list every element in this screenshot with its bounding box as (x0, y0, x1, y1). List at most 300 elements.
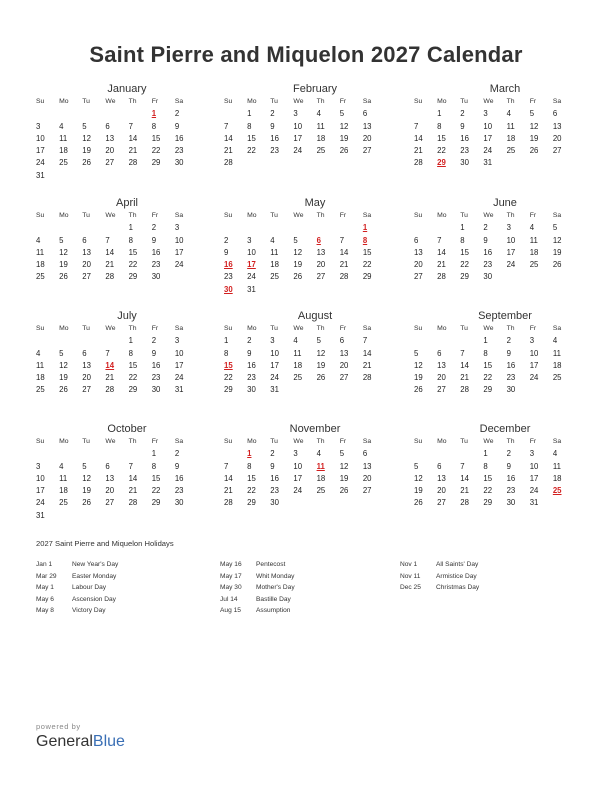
day-cell: 30 (247, 385, 256, 395)
day-cell: 23 (174, 146, 184, 156)
day-cell: 23 (174, 486, 184, 496)
day-cell: 26 (59, 272, 68, 282)
day-cell: 29 (224, 385, 233, 395)
empty-cell (36, 448, 59, 460)
day-cell: 14 (437, 247, 446, 257)
holiday-item (220, 605, 395, 617)
day-cell: 29 (483, 498, 493, 508)
day-cell: 21 (224, 146, 233, 156)
day-cell: 5 (414, 348, 419, 358)
weekday-label: Su (414, 438, 423, 445)
day-cell: 22 (247, 146, 256, 156)
week-row (414, 133, 576, 145)
holiday-item (36, 571, 211, 583)
week-row (224, 335, 386, 347)
empty-cell (460, 335, 483, 347)
day-cell: 12 (59, 360, 68, 370)
day-cell: 2 (460, 109, 465, 119)
weekday-label: We (105, 98, 116, 105)
day-cell: 7 (460, 461, 465, 471)
empty-cell (293, 157, 316, 169)
empty-cell (105, 170, 128, 182)
day-cell: 12 (316, 348, 326, 358)
day-cell: 13 (362, 121, 372, 131)
day-cell: 12 (414, 473, 423, 483)
week-row (36, 222, 198, 234)
week-row (414, 157, 576, 169)
weekday-label: Mo (437, 98, 447, 105)
day-cell: 26 (339, 146, 349, 156)
day-cell: 1 (128, 336, 133, 346)
empty-cell (59, 448, 82, 460)
day-cell: 13 (82, 360, 91, 370)
day-cell: 5 (529, 109, 535, 119)
empty-cell (36, 335, 59, 347)
week-row (36, 473, 198, 485)
day-cell: 24 (529, 373, 539, 383)
holiday-day: 15 (224, 360, 233, 370)
day-cell: 12 (59, 247, 68, 257)
holiday-day: 11 (316, 461, 325, 471)
day-cell: 30 (483, 272, 493, 282)
week-row (414, 235, 576, 247)
week-row (36, 448, 198, 460)
day-cell: 4 (552, 449, 558, 459)
weekday-label: We (105, 212, 116, 219)
day-cell: 6 (105, 461, 110, 471)
weekday-header (224, 436, 386, 448)
day-cell: 24 (483, 146, 493, 156)
empty-cell (82, 510, 105, 522)
month-name: March (489, 83, 521, 95)
empty-cell (437, 448, 460, 460)
day-cell: 24 (506, 260, 516, 270)
empty-cell (414, 448, 437, 460)
day-cell: 27 (316, 272, 326, 282)
empty-cell (363, 384, 386, 396)
day-cell: 22 (247, 486, 256, 496)
day-cell: 1 (128, 223, 133, 233)
day-cell: 11 (36, 360, 45, 370)
day-cell: 3 (174, 223, 180, 233)
weekday-label: Mo (59, 212, 69, 219)
holiday-date: Nov 11 (400, 572, 421, 580)
empty-cell (224, 108, 247, 120)
day-cell: 28 (362, 373, 372, 383)
month-august (224, 309, 386, 397)
weekday-label: Fr (529, 325, 537, 332)
day-cell: 30 (174, 158, 184, 168)
day-cell: 9 (483, 235, 488, 245)
empty-cell (82, 108, 105, 120)
day-cell: 25 (552, 373, 562, 383)
week-row (36, 133, 198, 145)
day-cell: 27 (552, 146, 562, 156)
empty-cell (36, 222, 59, 234)
day-cell: 23 (151, 260, 161, 270)
day-cell: 5 (59, 348, 64, 358)
day-cell: 10 (293, 461, 303, 471)
empty-cell (317, 157, 340, 169)
weekday-label: Tu (460, 438, 468, 445)
day-cell: 27 (105, 158, 115, 168)
day-cell: 20 (316, 260, 326, 270)
day-cell: 14 (460, 360, 469, 370)
month-name: May (304, 197, 326, 209)
day-cell: 25 (529, 260, 539, 270)
empty-cell (152, 170, 175, 182)
day-cell: 13 (437, 360, 446, 370)
weekday-label: Mo (247, 325, 257, 332)
week-row (414, 259, 576, 271)
day-cell: 10 (36, 133, 45, 143)
day-cell: 17 (293, 473, 303, 483)
weekday-label: Th (128, 438, 137, 445)
week-row (36, 235, 198, 247)
week-row (36, 157, 198, 169)
day-cell: 25 (59, 498, 68, 508)
week-row (224, 348, 386, 360)
empty-cell (129, 448, 152, 460)
holiday-day: 8 (362, 235, 368, 245)
empty-cell (270, 157, 293, 169)
week-row (414, 473, 576, 485)
day-cell: 21 (460, 373, 469, 383)
day-cell: 14 (339, 247, 349, 257)
weekday-label: Tu (82, 98, 90, 105)
weekday-label: Tu (270, 438, 278, 445)
day-cell: 6 (362, 109, 368, 119)
day-cell: 20 (552, 133, 562, 143)
week-row (224, 284, 386, 296)
day-cell: 4 (316, 449, 321, 459)
holiday-item (36, 582, 211, 594)
day-cell: 8 (224, 348, 229, 358)
day-cell: 16 (506, 473, 516, 483)
week-row (224, 448, 386, 460)
day-cell: 16 (151, 360, 161, 370)
day-cell: 29 (362, 272, 372, 282)
day-cell: 1 (151, 449, 157, 459)
day-cell: 15 (483, 473, 493, 483)
day-cell: 4 (59, 461, 64, 471)
empty-cell (530, 271, 553, 283)
day-cell: 31 (270, 385, 279, 395)
holiday-day: 1 (362, 223, 368, 233)
day-cell: 11 (316, 121, 325, 131)
week-row (36, 121, 198, 133)
day-cell: 22 (437, 146, 446, 156)
day-cell: 20 (414, 260, 423, 270)
empty-cell (270, 222, 293, 234)
weekday-label: Mo (247, 438, 257, 445)
weekday-header (224, 210, 386, 222)
empty-cell (59, 335, 82, 347)
holiday-date: May 6 (36, 595, 54, 603)
day-cell: 5 (293, 235, 298, 245)
day-cell: 17 (529, 360, 539, 370)
day-cell: 7 (105, 235, 110, 245)
weekday-header (36, 210, 198, 222)
month-january (36, 82, 198, 182)
weekday-label: We (293, 98, 304, 105)
empty-cell (414, 222, 437, 234)
week-row (224, 372, 386, 384)
day-cell: 11 (552, 348, 561, 358)
month-name: July (117, 310, 137, 322)
holiday-column (400, 559, 575, 594)
weekday-label: Mo (247, 98, 257, 105)
day-cell: 7 (460, 348, 465, 358)
day-cell: 2 (483, 223, 488, 233)
day-cell: 25 (506, 146, 516, 156)
empty-cell (175, 271, 198, 283)
week-row (36, 247, 198, 259)
weekday-label: Fr (151, 438, 159, 445)
week-row (414, 121, 576, 133)
day-cell: 22 (224, 373, 233, 383)
holiday-date: May 30 (220, 584, 242, 591)
day-cell: 3 (174, 336, 180, 346)
day-cell: 19 (552, 247, 562, 257)
empty-cell (363, 284, 386, 296)
holiday-day: 1 (247, 449, 252, 459)
weekday-label: Fr (339, 438, 347, 445)
day-cell: 23 (224, 272, 233, 282)
week-row (36, 461, 198, 473)
weekday-label: Sa (552, 98, 562, 105)
day-cell: 3 (36, 121, 41, 131)
month-may (224, 196, 386, 296)
day-cell: 24 (174, 260, 184, 270)
day-cell: 24 (36, 158, 45, 168)
day-cell: 12 (339, 461, 349, 471)
empty-cell (530, 157, 553, 169)
empty-cell (247, 222, 270, 234)
day-cell: 29 (151, 498, 161, 508)
weekday-label: Mo (437, 325, 447, 332)
day-cell: 18 (59, 146, 68, 156)
day-cell: 9 (151, 235, 157, 245)
holiday-day: 30 (224, 284, 233, 294)
day-cell: 16 (506, 360, 516, 370)
holiday-name: Christmas Day (436, 584, 480, 591)
weekday-header (414, 323, 576, 335)
weekday-label: Su (36, 98, 45, 105)
holiday-day: 17 (247, 260, 256, 270)
day-cell: 24 (293, 146, 303, 156)
holiday-item (400, 571, 575, 583)
day-cell: 26 (293, 272, 303, 282)
day-cell: 5 (82, 121, 87, 131)
day-cell: 18 (270, 260, 279, 270)
day-cell: 28 (105, 272, 115, 282)
day-cell: 21 (128, 486, 138, 496)
day-cell: 16 (247, 360, 256, 370)
holiday-item (220, 559, 395, 571)
empty-cell (553, 271, 576, 283)
day-cell: 10 (36, 473, 45, 483)
day-cell: 27 (82, 385, 91, 395)
day-cell: 11 (529, 235, 538, 245)
day-cell: 14 (128, 133, 138, 143)
day-cell: 19 (339, 133, 349, 143)
empty-cell (129, 510, 152, 522)
day-cell: 14 (105, 247, 115, 257)
brand-blue: Blue (92, 733, 125, 750)
week-row (414, 360, 576, 372)
day-cell: 27 (82, 272, 91, 282)
day-cell: 20 (82, 373, 91, 383)
holiday-column (220, 559, 395, 617)
empty-cell (59, 170, 82, 182)
week-row (414, 108, 576, 120)
day-cell: 12 (82, 133, 91, 143)
empty-cell (293, 497, 316, 509)
weekday-label: Su (224, 325, 233, 332)
day-cell: 15 (483, 360, 493, 370)
day-cell: 7 (224, 461, 229, 471)
weekday-label: Th (316, 98, 325, 105)
empty-cell (293, 284, 316, 296)
day-cell: 4 (59, 121, 64, 131)
weekday-label: Sa (362, 98, 372, 105)
day-cell: 4 (293, 336, 298, 346)
day-cell: 4 (36, 348, 41, 358)
day-cell: 2 (506, 336, 511, 346)
day-cell: 2 (247, 336, 252, 346)
weekday-label: Fr (151, 98, 159, 105)
empty-cell (105, 222, 128, 234)
month-december (414, 422, 576, 510)
week-row (224, 222, 386, 234)
day-cell: 21 (437, 260, 446, 270)
weekday-label: Fr (339, 325, 347, 332)
weekday-header (414, 210, 576, 222)
holiday-date: Dec 25 (400, 584, 421, 591)
empty-cell (507, 157, 530, 169)
month-name: December (479, 423, 531, 435)
day-cell: 25 (36, 272, 45, 282)
week-row (224, 235, 386, 247)
weekday-label: We (293, 438, 304, 445)
empty-cell (224, 222, 247, 234)
day-cell: 15 (247, 133, 256, 143)
day-cell: 19 (82, 486, 91, 496)
day-cell: 8 (247, 121, 252, 131)
day-cell: 14 (460, 473, 469, 483)
day-cell: 21 (105, 373, 115, 383)
day-cell: 9 (270, 461, 275, 471)
day-cell: 7 (128, 121, 133, 131)
day-cell: 30 (506, 385, 516, 395)
day-cell: 10 (293, 121, 303, 131)
day-cell: 3 (529, 449, 535, 459)
day-cell: 27 (105, 498, 115, 508)
day-cell: 23 (506, 486, 516, 496)
empty-cell (340, 497, 363, 509)
holiday-name: Whit Monday (256, 572, 295, 580)
weekday-label: Su (36, 212, 45, 219)
day-cell: 27 (414, 272, 423, 282)
day-cell: 21 (460, 486, 469, 496)
month-april (36, 196, 198, 284)
day-cell: 6 (414, 235, 419, 245)
empty-cell (82, 448, 105, 460)
day-cell: 12 (552, 235, 562, 245)
day-cell: 6 (552, 109, 558, 119)
day-cell: 28 (460, 498, 469, 508)
empty-cell (129, 170, 152, 182)
day-cell: 6 (437, 348, 442, 358)
day-cell: 4 (552, 336, 558, 346)
day-cell: 19 (414, 373, 423, 383)
day-cell: 10 (506, 235, 516, 245)
day-cell: 31 (36, 170, 45, 180)
weekday-label: Mo (437, 438, 447, 445)
holiday-item (36, 605, 211, 617)
day-cell: 3 (483, 109, 488, 119)
day-cell: 23 (460, 146, 469, 156)
month-name: August (297, 310, 333, 322)
holiday-item (220, 594, 395, 606)
day-cell: 17 (483, 133, 493, 143)
day-cell: 29 (128, 385, 138, 395)
day-cell: 15 (151, 473, 161, 483)
weekday-label: Su (36, 438, 45, 445)
day-cell: 8 (128, 235, 133, 245)
day-cell: 15 (362, 247, 372, 257)
day-cell: 15 (151, 133, 161, 143)
day-cell: 6 (339, 336, 345, 346)
day-cell: 7 (339, 235, 345, 245)
day-cell: 22 (128, 260, 138, 270)
day-cell: 23 (506, 373, 516, 383)
empty-cell (553, 497, 576, 509)
day-cell: 9 (506, 348, 511, 358)
day-cell: 30 (151, 385, 161, 395)
day-cell: 11 (293, 348, 302, 358)
day-cell: 5 (316, 336, 321, 346)
day-cell: 10 (483, 121, 493, 131)
powered-by-text: powered by (36, 722, 81, 731)
empty-cell (293, 222, 316, 234)
weekday-label: Fr (151, 212, 159, 219)
holiday-item (220, 582, 395, 594)
day-cell: 2 (151, 336, 157, 346)
day-cell: 20 (362, 473, 372, 483)
day-cell: 8 (128, 348, 133, 358)
empty-cell (317, 222, 340, 234)
empty-cell (82, 170, 105, 182)
week-row (414, 485, 576, 497)
week-row (36, 108, 198, 120)
weekday-label: We (483, 438, 494, 445)
day-cell: 19 (339, 473, 349, 483)
day-cell: 13 (339, 348, 349, 358)
day-cell: 12 (293, 247, 303, 257)
day-cell: 11 (270, 247, 279, 257)
weekday-label: Sa (552, 325, 562, 332)
day-cell: 22 (483, 486, 493, 496)
day-cell: 5 (82, 461, 87, 471)
empty-cell (317, 384, 340, 396)
day-cell: 17 (270, 360, 279, 370)
day-cell: 21 (362, 360, 372, 370)
weekday-label: Th (316, 325, 325, 332)
weekday-label: We (293, 212, 304, 219)
day-cell: 16 (174, 133, 184, 143)
